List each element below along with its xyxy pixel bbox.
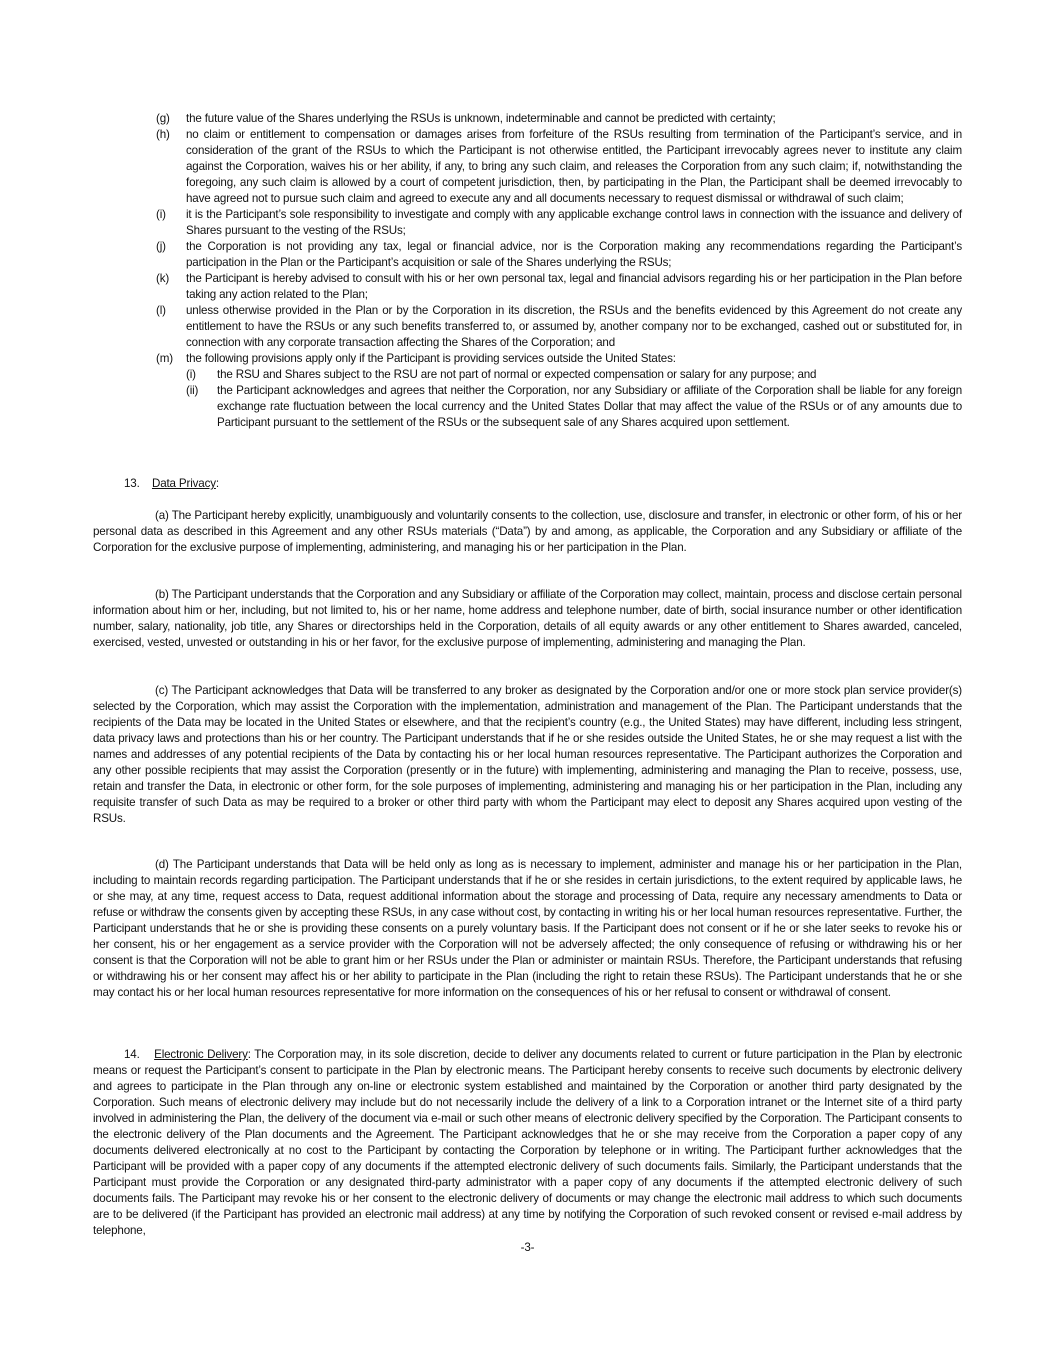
list-item-label: (g) [156, 112, 170, 125]
paragraph: (c) The Participant acknowledges that Data will be transferred to any broker as designated by the Corporation and/or one or more stock plan service provider(s) selected by the Corporation, which may assist the Corporation with the implementation, administration and management of the Plan. The Participant understands that the recipients of the Data may be located in the United States or elsewhere, and that the recipient’s country (e.g., the United States) may have different, including less stringent, data privacy laws and protections than his or her country. The Participant understands that if he or she resides outside the United States, he or she may request a list with the names and addresses of any potential recipients of the Data by contacting his or her local human resources representative. The Participant authorizes the Corporation and any other possible recipients that may assist the Corporation (presently or in the future) with implementing, administering and managing the Plan to receive, possess, use, retain and transfer the Data, in electronic or other form, for the sole purposes of implementing, administering and managing his or her participation in the Plan, including any requisite transfer of such Data as may be required to a broker or other third party with whom the Participant may elect to deposit any Shares acquired upon vesting of the RSUs. [93, 684, 962, 825]
section-text: : The Corporation may, in its sole discretion, decide to deliver any documents related to current or future participation in the Plan by electronic means or request the Participant’s consent to participate in the Plan by electronic means. The Participant hereby consents to receive such documents by electronic delivery and agrees to participate in the Plan through any on-line or electronic system established and maintained by the Corporation or another third party designated by the Corporation. Such means of electronic delivery may include but do not necessarily include the delivery of a link to a Corporation intranet or the Internet site of a third party involved in administering the Plan, the delivery of the document via e-mail or such other means of electronic delivery specified by the Corporation. The Participant consents to the electronic delivery of the Plan documents and the Agreement. The Participant acknowledges that he or she may receive from the Corporation a paper copy of any documents delivered electronically at no cost to the Participant by contacting the Corporation by telephone or in writing. The Participant further acknowledges that the Participant will be provided with a paper copy of any documents if the attempted electronic delivery of such documents fails. Similarly, the Participant understands that the Participant must provide the Corporation or any designated third-party administrator with a paper copy of any documents if the attempted electronic delivery of such documents fails. The Participant may revoke his or her consent to the electronic delivery of documents or may change the electronic mail address to which such documents are to be delivered (if the Participant has provided an electronic mail address) at any time by notifying the Corporation of such revoked consent or revised e-mail address by telephone, [93, 1048, 962, 1237]
list-item [150, 351, 962, 431]
list-item-text: the following provisions apply only if the Participant is providing services outside the United States: [186, 352, 676, 365]
paragraph: (b) The Participant understands that the Corporation and any Subsidiary or affiliate of the Corporation may collect, maintain, process and disclose certain personal information about him or her, including, but not limited to, his or her name, home address and telephone number, date of birth, social insurance number or other identification number, salary, nationality, job title, any Shares or directorships held in the Corporation, details of all equity awards or any other entitlement to Shares awarded, canceled, exercised, vested, unvested or outstanding in his or her favor, for the exclusive purpose of implementing, administering and managing the Plan. [93, 588, 962, 649]
paragraph: (a) The Participant hereby explicitly, unambiguously and voluntarily consents to the collection, use, disclosure and transfer, in electronic or other form, of his or her personal data as described in this Agreement and any other RSUs materials (“Data”) by and among, as applicable, the Corporation and any Subsidiary or affiliate of the Corporation for the exclusive purpose of implementing, administering, and managing his or her participation in the Plan. [93, 509, 962, 554]
list-item-text: unless otherwise provided in the Plan or by the Corporation in its discretion, the RSUs and the benefits evidenced by this Agreement do not create any entitlement to have the RSUs or any such benefits transferred to, or assumed by, another company nor to be exchanged, cashed out or substituted for, in connection with any corporate transaction affecting the Shares of the Corporation; and [186, 304, 962, 349]
sub-list-item [186, 383, 962, 431]
list-item-text: no claim or entitlement to compensation or damages arises from forfeiture of the RSUs resulting from termination of the Participant’s service, and in consideration of the grant of the RSUs to which the Participant is not otherwise entitled, the Participant irrevocably agrees never to institute any claim against the Corporation, waives his or her ability, if any, to bring any such claim, and releases the Corporation from any such claim; if, notwithstanding the foregoing, any such claim is allowed by a court of competent jurisdiction, then, by participating in the Plan, the Participant shall be deemed irrevocably to have agreed not to pursue such claim and agreed to execute any and all documents necessary to request dismissal or withdrawal of such claim; [186, 128, 962, 205]
list-item-label: (i) [156, 208, 166, 221]
list-item-text: the future value of the Shares underlying the RSUs is unknown, indeterminable and cannot be predicted with certainty; [186, 112, 776, 125]
section-13-heading [124, 476, 219, 492]
list-item [150, 207, 962, 239]
section-title: Electronic Delivery [154, 1048, 248, 1061]
list-item-text: the Participant is hereby advised to consult with his or her own personal tax, legal and financial advisors regarding his or her participation in the Plan before taking any action related to the Plan; [186, 272, 962, 301]
page-number: -3- [520, 1241, 535, 1254]
list-item-text: it is the Participant’s sole responsibility to investigate and comply with any applicable exchange control laws in connection with the issuance and delivery of Shares pursuant to the vesting of the RSUs; [186, 208, 962, 237]
list-item-text: the Corporation is not providing any tax, legal or financial advice, nor is the Corporation making any recommendations regarding the Participant’s participation in the Plan or the Participant’s acquisition or sale of the Shares underlying the RSUs; [186, 240, 962, 269]
section-title: Data Privacy [151, 477, 216, 490]
provision-list [150, 111, 962, 431]
sub-list [186, 367, 962, 431]
list-item [150, 271, 962, 303]
section-colon: : [215, 477, 219, 490]
list-item [150, 127, 962, 207]
list-item-label: (j) [156, 240, 166, 253]
paragraph: (d) The Participant understands that Data will be held only as long as is necessary to implement, administer and manage his or her participation in the Plan, including to maintain records regarding participation. The Participant understands that if he or she resides in certain jurisdictions, to the extent required by applicable laws, he or she may, at any time, request access to Data, request additional information about the storage and processing of Data, require any necessary amendments to Data or refuse or withdraw the consents given by accepting these RSUs, in any case without cost, by contacting in writing his or her local human resources representative. Further, the Participant understands that he or she is providing these consents on a purely voluntary basis. If the Participant does not consent or if he or she later seeks to revoke his or her consent, his or her engagement as a service provider with the Corporation will not be adversely affected; the only consequence of refusing or withdrawing his or her consent is that the Corporation will not be able to grant him or her RSUs under the Plan or administer or maintain RSUs. Therefore, the Participant understands that refusing or withdrawing his or her consent may affect his or her ability to participate in the Plan (including the right to retain these RSUs). The Participant understands that he or she may contact his or her local human resources representative for more information on the consequences of his or her refusal to consent or withdrawal of consent. [93, 858, 962, 999]
section-number: 14. [124, 1048, 140, 1061]
sub-item-text: the RSU and Shares subject to the RSU are not part of normal or expected compensation or salary for any purpose; and [217, 368, 817, 381]
list-item [150, 239, 962, 271]
sub-item-label: (ii) [186, 384, 199, 397]
list-item [150, 303, 962, 351]
list-item [150, 111, 962, 127]
section-14-paragraph [93, 1047, 962, 1239]
sub-item-text: the Participant acknowledges and agrees that neither the Corporation, nor any Subsidiary or affiliate of the Corporation shall be liable for any foreign exchange rate fluctuation between the local currency and the United States Dollar that may affect the value of the RSUs or of any amounts due to Participant pursuant to the settlement of the RSUs or the subsequent sale of any Shares acquired upon settlement. [217, 384, 962, 429]
sub-list-item [186, 367, 962, 383]
list-item-label: (m) [156, 352, 173, 365]
section-number: 13. [124, 477, 140, 490]
list-item-label: (l) [156, 304, 166, 317]
list-item-label: (h) [156, 128, 170, 141]
list-item-label: (k) [156, 272, 170, 285]
sub-item-label: (i) [186, 368, 196, 381]
